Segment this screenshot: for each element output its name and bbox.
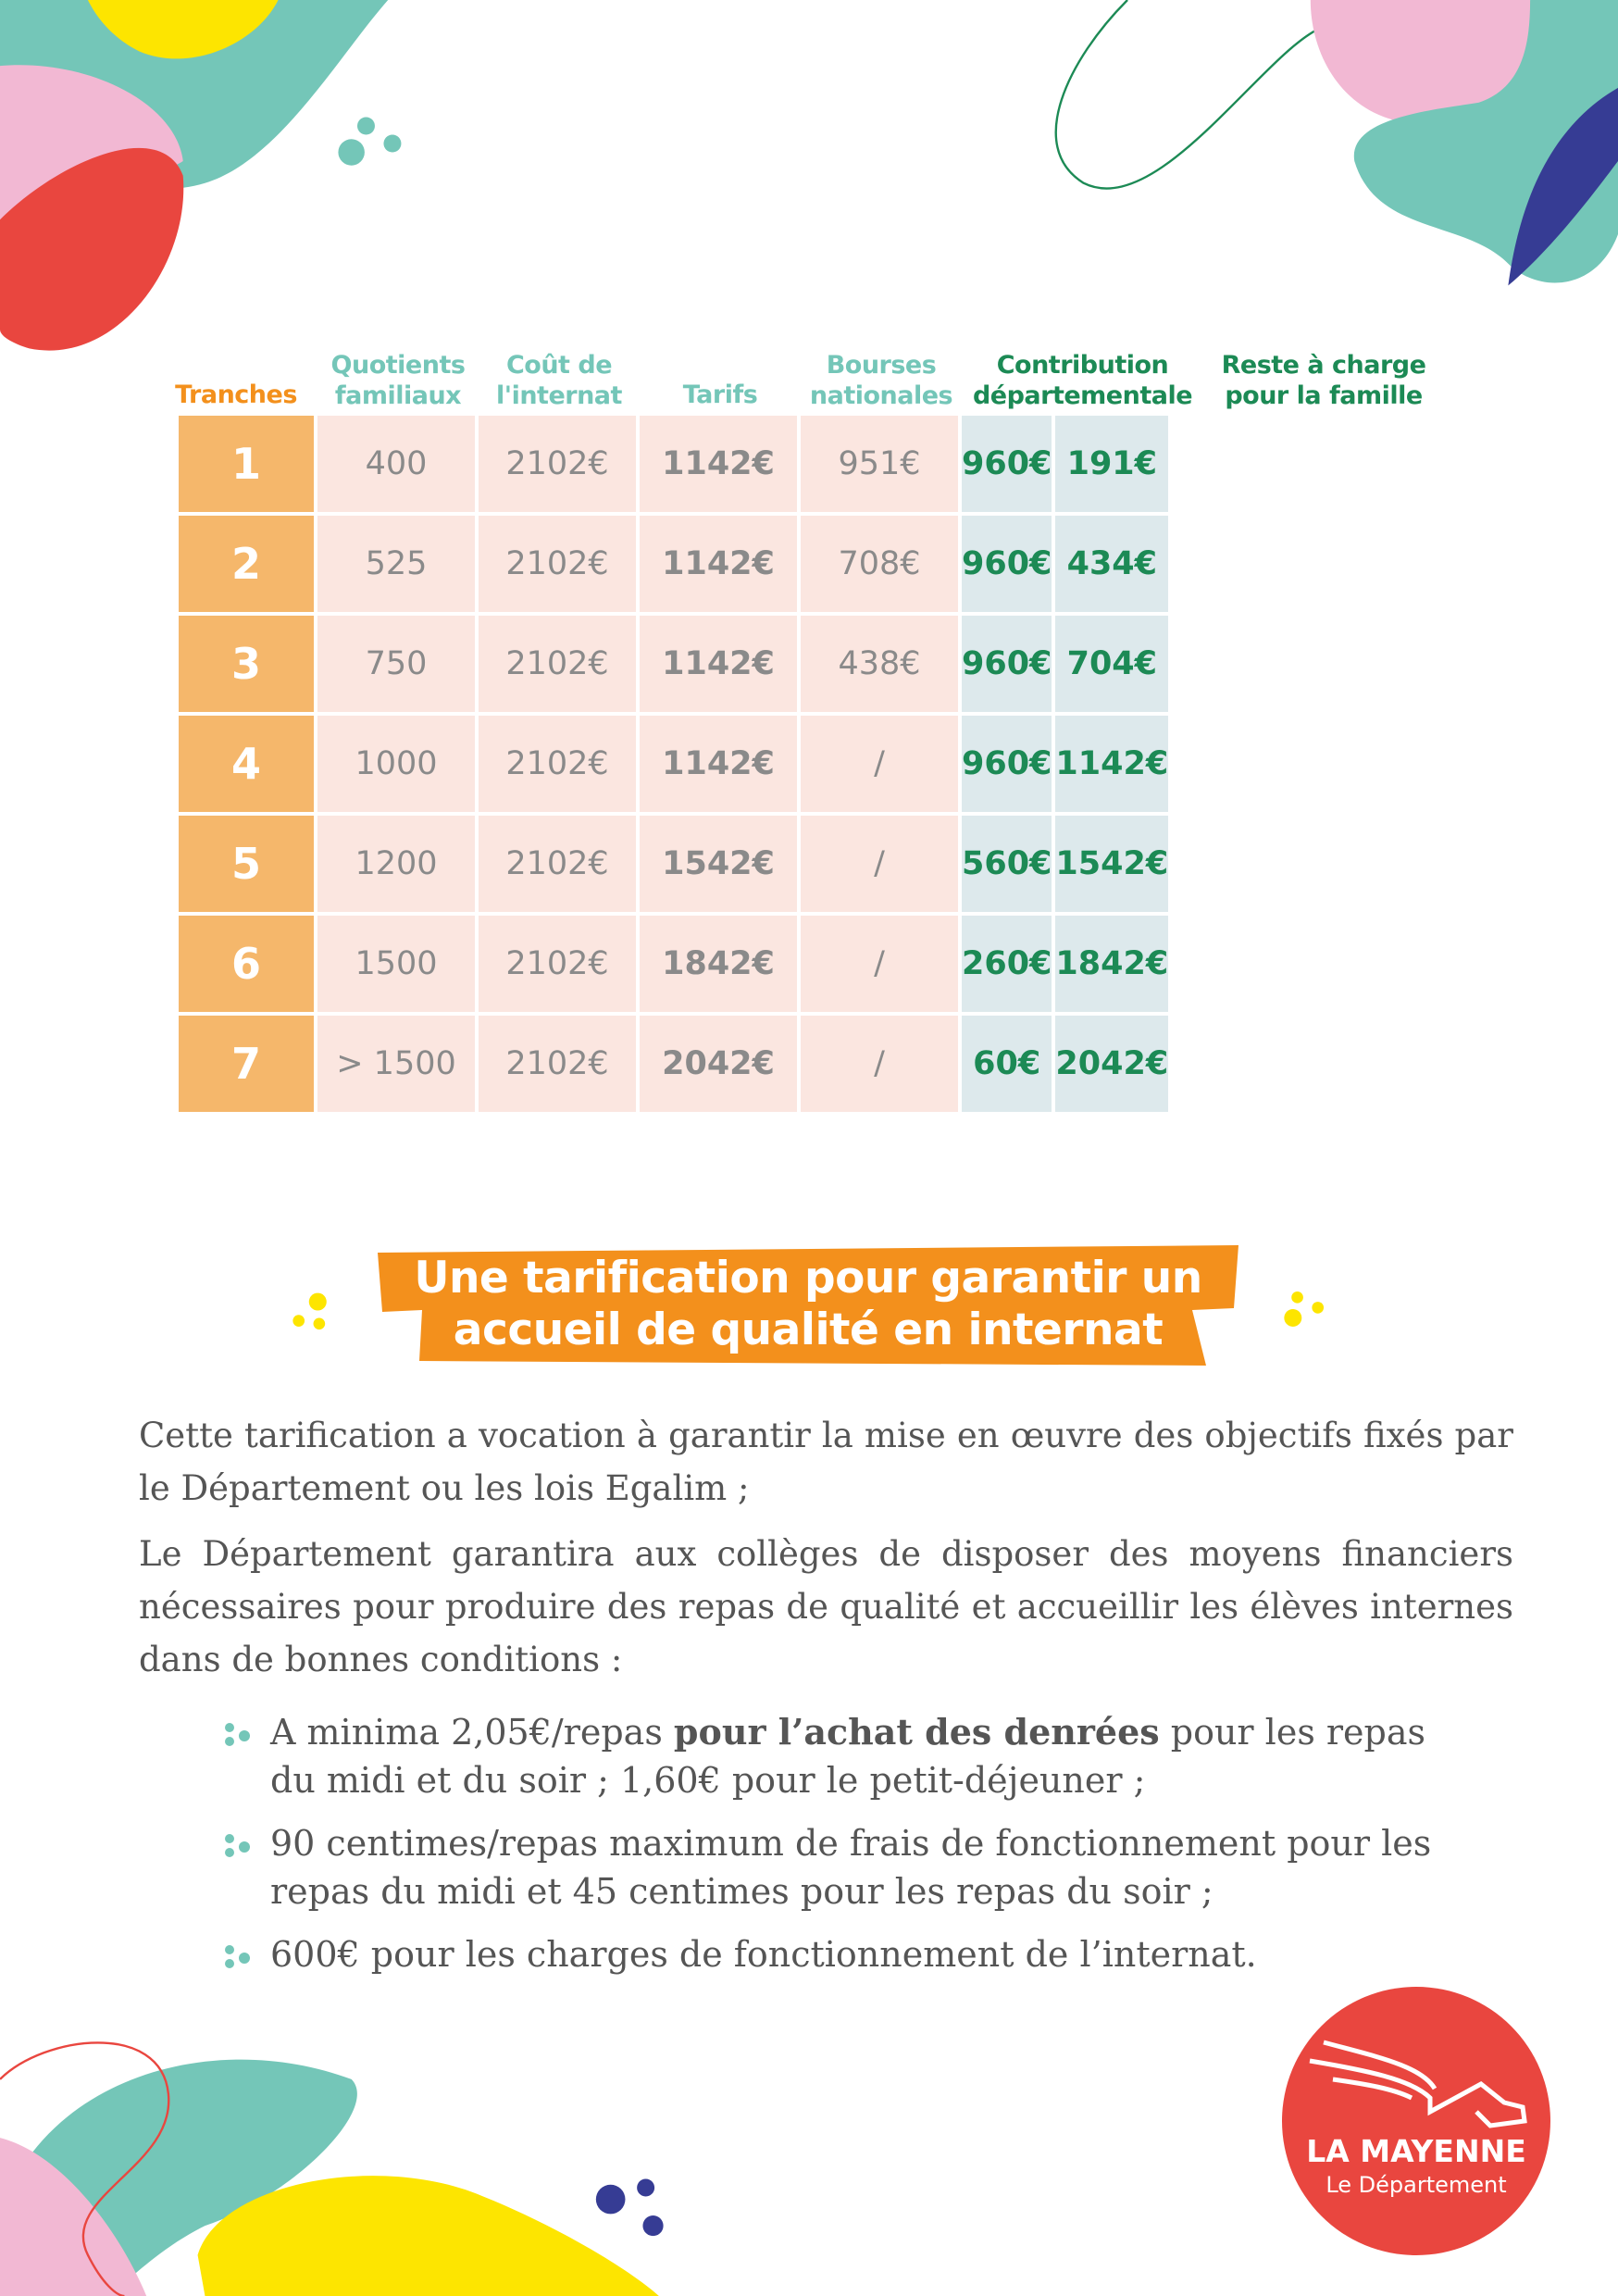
bullet-item [222,1708,1481,1804]
header-reste: Reste à charge pour la famille [1221,351,1426,410]
cell-quotient: 1500 [317,916,475,1012]
section-title-line1: Une tarification pour garantir un [414,1253,1202,1304]
cell-tarif: 1142€ [640,516,797,612]
bullet-text: A minima 2,05€/repas [270,1712,674,1753]
cell-bourse: 708€ [801,516,958,612]
tarif-table [175,412,1172,1116]
cell-bourse: / [801,816,958,912]
cell-tranche: 2 [179,516,314,612]
bullet-text: 90 centimes/repas maximum de frais de fonctionnement pour les repas du midi et 45 centimes pour les repas du soir ; [270,1823,1432,1912]
cell-tarif: 1142€ [640,416,797,512]
table-row [179,516,1168,612]
bullet-dots-icon [222,1721,254,1749]
table-row [179,416,1168,512]
cell-tranche: 6 [179,916,314,1012]
cell-cout: 2102€ [479,416,636,512]
header-tranches: Tranches [175,381,297,409]
header-cout: Coût de l'internat [496,351,622,410]
cell-quotient: 750 [317,616,475,712]
cell-quotient: > 1500 [317,1016,475,1112]
cell-cout: 2102€ [479,1016,636,1112]
cell-bourse: 951€ [801,416,958,512]
cell-reste: 1842€ [1055,916,1168,1012]
paragraph-2: Le Département garantira aux collèges de disposer des moyens financiers nécessaires pour produire des repas de qualité et accueillir les élèves internes dans de bonnes conditions : [139,1534,1513,1679]
cell-tranche: 1 [179,416,314,512]
table-row [179,1016,1168,1112]
cell-contribution: 560€ [962,816,1052,912]
section-title-banner [378,1245,1238,1366]
cell-tarif: 1142€ [640,716,797,812]
cell-bourse: 438€ [801,616,958,712]
table-row [179,916,1168,1012]
logo-name: LA MAYENNE [1306,2133,1526,2169]
section-title-line2: accueil de qualité en internat [453,1304,1164,1355]
bullet-dots-icon [222,1832,254,1860]
cell-cout: 2102€ [479,616,636,712]
cell-cout: 2102€ [479,916,636,1012]
bullet-item [222,1930,1481,1978]
dot [338,139,364,165]
cell-contribution: 60€ [962,1016,1052,1112]
table-row [179,716,1168,812]
cell-bourse: / [801,916,958,1012]
cell-contribution: 960€ [962,516,1052,612]
cell-reste: 1142€ [1055,716,1168,812]
cell-bourse: / [801,1016,958,1112]
cell-tarif: 1142€ [640,616,797,712]
cell-tranche: 7 [179,1016,314,1112]
header-tarifs: Tarifs [682,381,758,409]
cell-cout: 2102€ [479,516,636,612]
cell-contribution: 960€ [962,616,1052,712]
bullet-dots-icon [222,1943,254,1971]
header-contribution: Contribution départementale [972,351,1193,410]
cell-quotient: 1200 [317,816,475,912]
cell-quotient: 525 [317,516,475,612]
header-quotients: Quotients familiaux [330,351,466,410]
cell-reste: 191€ [1055,416,1168,512]
bullet-text: 600€ pour les charges de fonctionnement de l’internat. [270,1934,1257,1975]
cell-contribution: 960€ [962,716,1052,812]
table-row [179,616,1168,712]
cell-reste: 2042€ [1055,1016,1168,1112]
cell-bourse: / [801,716,958,812]
cell-quotient: 1000 [317,716,475,812]
bullet-item [222,1819,1481,1915]
bullet-list [222,1708,1481,1993]
pegasus-icon [1282,1987,1550,2255]
cell-tranche: 5 [179,816,314,912]
paragraph-1: Cette tarification a vocation à garantir la mise en œuvre des objectifs fixés par le Département ou les lois Egalim ; [139,1416,1513,1508]
cell-tarif: 1842€ [640,916,797,1012]
cell-cout: 2102€ [479,816,636,912]
header-bourses: Bourses nationales [809,351,953,410]
cell-reste: 434€ [1055,516,1168,612]
cell-tranche: 4 [179,716,314,812]
cell-tarif: 2042€ [640,1016,797,1112]
cell-contribution: 960€ [962,416,1052,512]
cell-tarif: 1542€ [640,816,797,912]
table-row [179,816,1168,912]
cell-tranche: 3 [179,616,314,712]
cell-cout: 2102€ [479,716,636,812]
la-mayenne-logo [1282,1987,1550,2255]
cell-reste: 704€ [1055,616,1168,712]
cell-reste: 1542€ [1055,816,1168,912]
bullet-text-end: pour les repas du midi et du soir ; 1,60€ pour le petit-déjeuner ; [270,1712,1426,1801]
cell-contribution: 260€ [962,916,1052,1012]
logo-subtitle: Le Département [1326,2172,1507,2198]
cell-quotient: 400 [317,416,475,512]
bullet-bold-text: pour l’achat des denrées [673,1711,1160,1753]
